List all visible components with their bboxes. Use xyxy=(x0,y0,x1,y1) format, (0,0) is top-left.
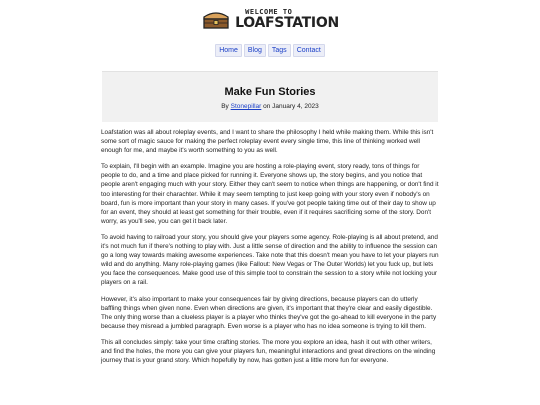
nav-blog-link[interactable]: Blog xyxy=(244,44,266,57)
site-name: LOAFSTATION xyxy=(235,14,339,31)
bread-chest-icon xyxy=(201,8,231,30)
byline-on: on xyxy=(261,103,273,110)
nav-home-link[interactable]: Home xyxy=(215,44,242,57)
article-byline xyxy=(102,103,438,110)
article-header xyxy=(102,72,438,122)
site-logo[interactable] xyxy=(201,8,339,30)
article-date: January 4, 2023 xyxy=(272,103,319,110)
paragraph-directions: However, it's also important to make your consequences fair by giving directions, because players can do utterly baffling things when given none. Even when directions are given, it's important that they're clear and easily digestible. The only thing worse than a clueless player is a player who thinks they've got the go-ahead to kill everyone in the party because they misread a jumbled paragraph. Even worse is a player who has no idea someone is trying to kill them. xyxy=(101,295,437,330)
site-header xyxy=(0,0,540,57)
main-nav xyxy=(0,44,540,57)
site-welcome: WELCOME TO xyxy=(245,7,293,16)
article-title: Make Fun Stories xyxy=(224,86,316,98)
paragraph-agency: To avoid having to railroad your story, you should give your players some agency. Role-playing is all about pretend, and it's not much fun if there's nothing to play with. Just a little sense of direction and the ability to influence the session can go a long way towards making awesome experiences. Take note that this doesn't mean you have to let your players run wild and do anything. Many role-playing games (like Fallout: New Vegas or The Outer Worlds) let you fuck up, but lets you face the consequences. Make good use of this simple tool to constrain the session to a story while not locking your players on a rail. xyxy=(101,233,439,287)
nav-contact-link[interactable]: Contact xyxy=(293,44,325,57)
author-link[interactable]: Stonepillar xyxy=(230,103,262,110)
article-body xyxy=(101,122,439,365)
nav-tags-link[interactable]: Tags xyxy=(268,44,291,57)
paragraph-intro: Loafstation was all about roleplay events, and I want to share the philosophy I held while making them. While this isn't some sort of magic sauce for making the perfect roleplay event every single time, this line of thinking worked well enough for me, and maybe it's worth something to you as well. xyxy=(101,129,434,155)
paragraph-example: To explain, I'll begin with an example. Imagine you are hosting a role-playing event, story ready, tons of things for people to do, and a time and place picked for running it. Everyone shows up, the story begins, and you notice that people aren't engaging much with your story. Either they can't seem to notice when things are happening, or don't find it too interesting for their charachter. While it may seem tempting to just keep going with your story even if nobody's on board, fun is more important than your story in many cases. If you've got people taking time out of their day to show up for an event, they should at least get something for their trouble, even if it requires sacrificing some of the story. Don't worry, as you'll see, you can get it back later. xyxy=(101,163,439,225)
paragraph-conclusion: This all concludes simply: take your time crafting stories. The more you explore an idea, hash it out with other writers, and find the holes, the more you can give your players fun, meaningful interactions and great directions on the winding journey that is your grand story. Which hopefully by now, has gotten just a little more fun for everyone. xyxy=(101,338,436,365)
byline-by: By xyxy=(221,103,231,110)
